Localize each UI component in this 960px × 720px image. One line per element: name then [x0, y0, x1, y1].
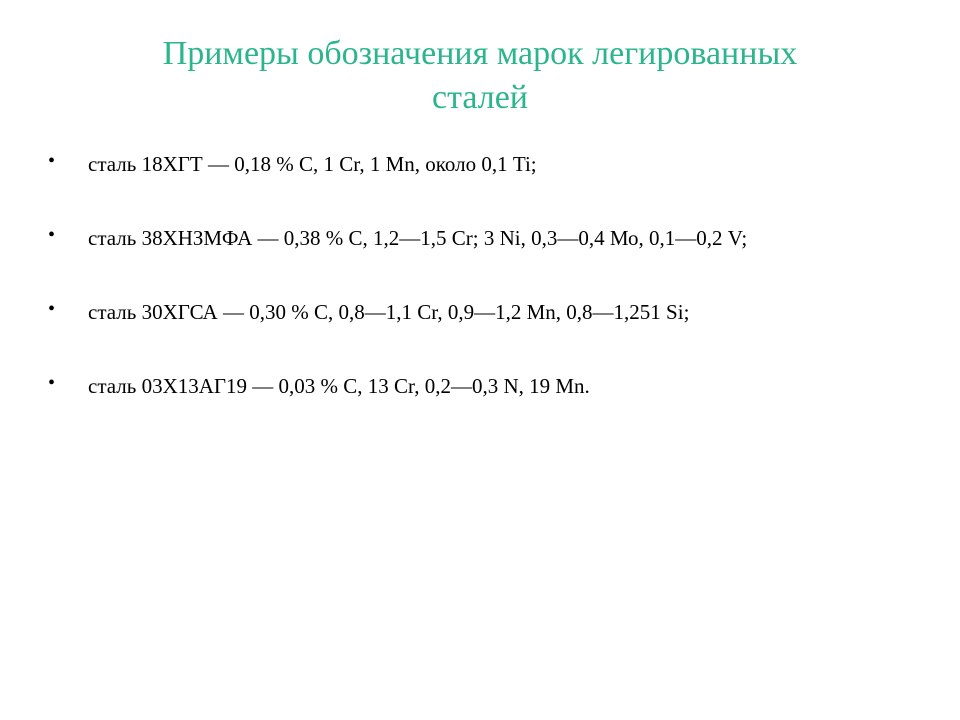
bullet-text: сталь 30ХГСА — 0,30 % С, 0,8—1,1 Cr, 0,9—1,2 Mn, 0,8—1,251 Si; [88, 300, 690, 324]
slide-title [80, 32, 880, 120]
slide-title-line-2: сталей [431, 79, 528, 116]
bullet-list [48, 146, 948, 442]
bullet-icon: • [48, 298, 56, 320]
bullet-icon: • [48, 224, 56, 246]
bullet-item-18xgt [48, 146, 948, 220]
slide-title-line-1: Примеры обозначения марок легированных [162, 35, 798, 72]
bullet-text: сталь 18ХГТ — 0,18 % С, 1 Сr, 1 Mn, около 0,1 Ti; [88, 152, 537, 176]
bullet-icon: • [48, 150, 56, 172]
bullet-item-03x13ag19 [48, 368, 948, 442]
bullet-text: сталь 38ХНЗМФА — 0,38 % С, 1,2—1,5 Сr; 3 Ni, 0,3—0,4 Мо, 0,1—0,2 V; [88, 226, 748, 250]
bullet-item-30xgsa [48, 294, 948, 368]
bullet-item-38xn3mfa [48, 220, 948, 294]
bullet-text: сталь 03Х13АГ19 — 0,03 % С, 13 Cr, 0,2—0,3 N, 19 Mn. [88, 374, 590, 398]
bullet-icon: • [48, 372, 56, 394]
